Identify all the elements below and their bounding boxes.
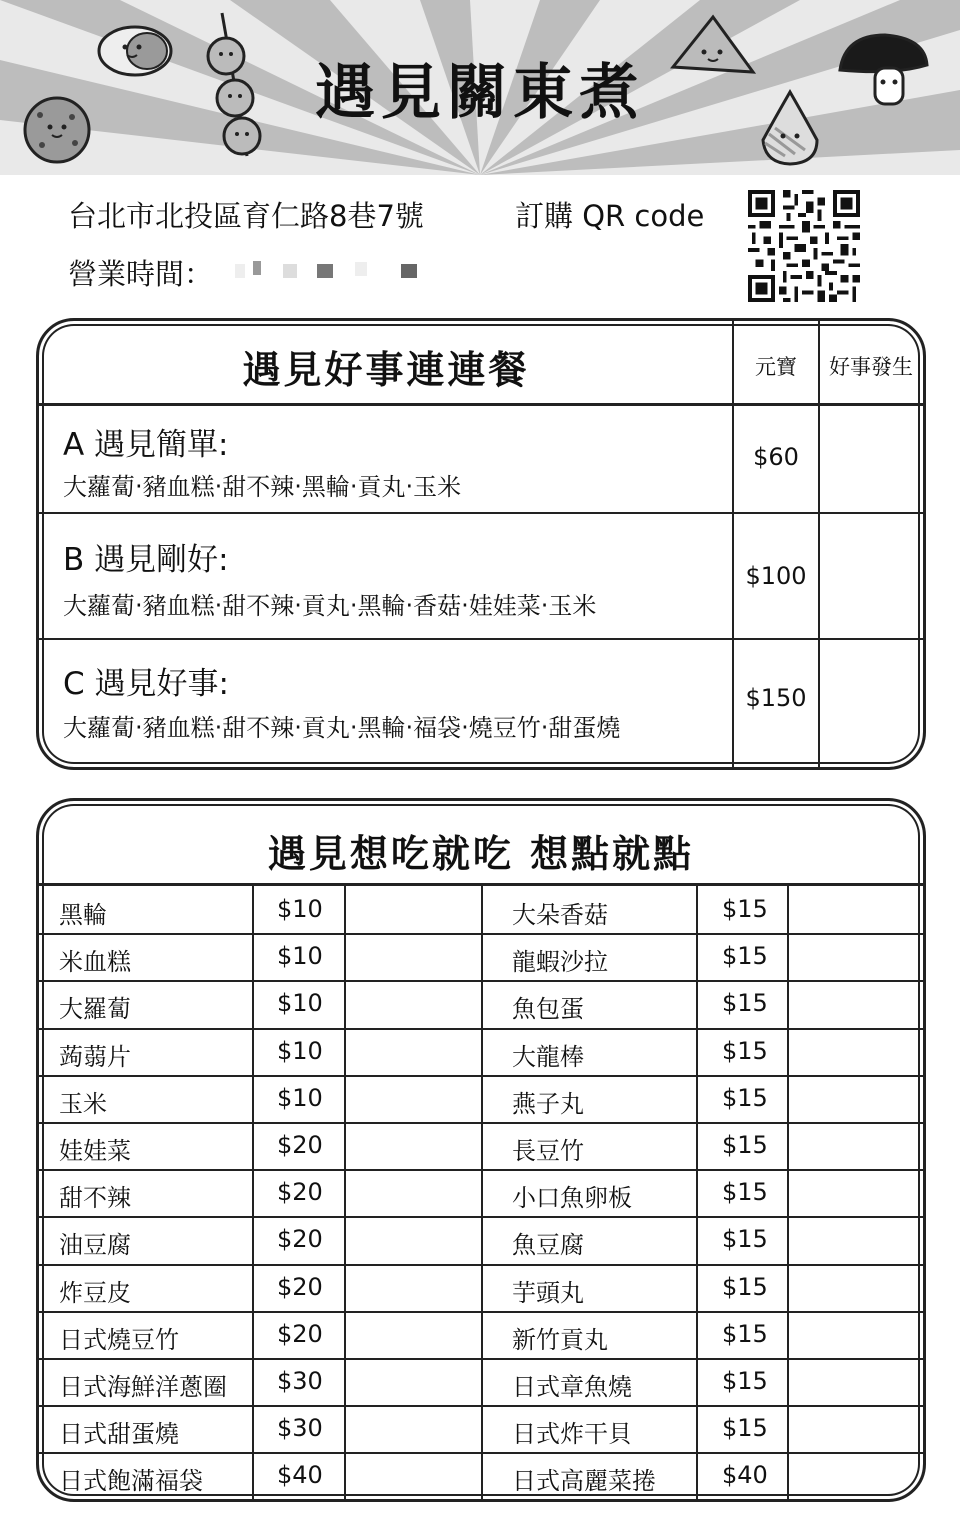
menu-item-price: $20 bbox=[277, 1131, 323, 1159]
column-divider bbox=[787, 886, 789, 1502]
menu-item-name: 玉米 bbox=[59, 1089, 107, 1118]
row-divider bbox=[39, 1028, 923, 1030]
menu-item-price: $20 bbox=[277, 1319, 323, 1348]
menu-item-name: 魚豆腐 bbox=[512, 1231, 584, 1260]
menu-item-name: 米血糕 bbox=[59, 948, 131, 977]
row-divider bbox=[39, 980, 923, 982]
combo-row bbox=[39, 403, 799, 512]
combo-price: $150 bbox=[745, 684, 807, 712]
combo-name: C 遇見好事: bbox=[63, 666, 229, 702]
menu-item-name: 油豆腐 bbox=[59, 1231, 131, 1260]
column-divider bbox=[481, 886, 483, 1502]
menu-item-price: $15 bbox=[722, 942, 768, 971]
menu-item-name: 日式高麗菜捲 bbox=[512, 1467, 656, 1496]
menu-item-name: 日式章魚燒 bbox=[512, 1373, 632, 1401]
menu-item-price: $40 bbox=[722, 1461, 768, 1490]
menu-item-price: $10 bbox=[277, 1036, 323, 1065]
menu-item-name: 龍蝦沙拉 bbox=[512, 948, 608, 977]
menu-item-price: $15 bbox=[722, 1083, 768, 1112]
combo-name: A 遇見簡單: bbox=[63, 427, 229, 463]
menu-item-price: $30 bbox=[277, 1414, 323, 1443]
menu-item-name: 黑輪 bbox=[59, 901, 107, 929]
menu-item-name: 魚包蛋 bbox=[512, 995, 584, 1024]
combo-items: 大蘿蔔‧豬血糕‧甜不辣‧黑輪‧貢丸‧玉米 bbox=[63, 473, 462, 501]
menu-item-price: $15 bbox=[722, 1367, 768, 1395]
menu-item-price: $15 bbox=[722, 1319, 768, 1348]
menu-item-name: 芋頭丸 bbox=[512, 1278, 584, 1307]
menu-item-price: $15 bbox=[722, 1414, 768, 1443]
menu-item-name: 大朵香菇 bbox=[512, 901, 608, 929]
business-hours-label: 營業時間： bbox=[68, 257, 214, 291]
row-divider bbox=[39, 1405, 923, 1407]
menu-item-name: 日式飽滿福袋 bbox=[59, 1467, 203, 1496]
combo-header bbox=[39, 321, 923, 406]
combo-title: 遇見好事連連餐 bbox=[242, 347, 530, 392]
menu-item-price: $20 bbox=[277, 1272, 323, 1301]
column-divider bbox=[344, 886, 346, 1502]
row-divider bbox=[39, 1122, 923, 1124]
menu-item-name: 日式燒豆竹 bbox=[59, 1325, 179, 1354]
row-divider bbox=[39, 1264, 923, 1266]
row-divider bbox=[39, 1216, 923, 1218]
row-divider bbox=[39, 933, 923, 935]
price-column-header: 元寶 bbox=[755, 355, 797, 379]
row-divider bbox=[39, 1169, 923, 1171]
ala-carte-title: 遇見想吃就吃 想點就點 bbox=[267, 831, 695, 876]
ala-carte-menu-box bbox=[36, 798, 926, 1502]
menu-item-name: 日式海鮮洋蔥圈 bbox=[59, 1373, 227, 1401]
combo-items: 大蘿蔔‧豬血糕‧甜不辣‧貢丸‧黑輪‧香菇‧娃娃菜‧玉米 bbox=[63, 592, 597, 620]
menu-item-price: $40 bbox=[277, 1461, 323, 1490]
combo-price: $100 bbox=[745, 562, 807, 590]
column-divider bbox=[696, 886, 698, 1502]
menu-item-name: 小口魚卵板 bbox=[512, 1184, 632, 1213]
combo-name: B 遇見剛好: bbox=[63, 542, 229, 578]
menu-item-price: $15 bbox=[722, 1272, 768, 1301]
redacted-hours bbox=[235, 258, 425, 282]
menu-item-price: $10 bbox=[277, 1083, 323, 1112]
qr-order-label: 訂購 QR code bbox=[515, 199, 705, 233]
menu-item-price: $15 bbox=[722, 895, 768, 923]
menu-item-name: 新竹貢丸 bbox=[512, 1325, 608, 1354]
menu-item-name: 娃娃菜 bbox=[59, 1137, 131, 1165]
shop-address: 台北市北投區育仁路8巷7號 bbox=[68, 199, 424, 233]
menu-item-name: 日式炸干貝 bbox=[512, 1420, 632, 1449]
order-column-header: 好事發生 bbox=[829, 355, 913, 379]
menu-item-price: $15 bbox=[722, 1225, 768, 1254]
menu-item-name: 炸豆皮 bbox=[59, 1278, 131, 1307]
combo-menu-box bbox=[36, 318, 926, 770]
menu-item-price: $20 bbox=[277, 1178, 323, 1207]
row-divider bbox=[39, 1075, 923, 1077]
order-qr-code-icon[interactable] bbox=[748, 190, 860, 302]
menu-item-price: $10 bbox=[277, 895, 323, 923]
combo-row bbox=[39, 640, 807, 764]
menu-item-name: 蒟蒻片 bbox=[59, 1042, 131, 1071]
menu-item-price: $15 bbox=[722, 1178, 768, 1207]
row-divider bbox=[39, 1358, 923, 1360]
menu-item-name: 甜不辣 bbox=[59, 1184, 131, 1213]
menu-item-price: $10 bbox=[277, 989, 323, 1018]
menu-item-name: 大龍棒 bbox=[512, 1042, 584, 1071]
menu-item-name: 燕子丸 bbox=[512, 1089, 584, 1118]
menu-item-price: $10 bbox=[277, 942, 323, 971]
combo-items: 大蘿蔔‧豬血糕‧甜不辣‧貢丸‧黑輪‧福袋‧燒豆竹‧甜蛋燒 bbox=[63, 714, 621, 742]
row-divider bbox=[39, 1452, 923, 1454]
column-divider bbox=[252, 886, 254, 1502]
menu-item-name: 日式甜蛋燒 bbox=[59, 1420, 179, 1449]
menu-item-price: $15 bbox=[722, 1036, 768, 1065]
header-banner bbox=[0, 0, 960, 175]
shop-title: 遇見關東煮 bbox=[315, 58, 645, 128]
combo-row bbox=[39, 514, 807, 638]
menu-item-name: 長豆竹 bbox=[512, 1137, 584, 1165]
row-divider bbox=[39, 1311, 923, 1313]
menu-item-price: $30 bbox=[277, 1367, 323, 1395]
menu-item-name: 大羅蔔 bbox=[59, 995, 131, 1024]
menu-item-price: $15 bbox=[722, 989, 768, 1018]
menu-item-price: $20 bbox=[277, 1225, 323, 1254]
combo-price: $60 bbox=[753, 443, 799, 471]
menu-item-price: $15 bbox=[722, 1131, 768, 1159]
